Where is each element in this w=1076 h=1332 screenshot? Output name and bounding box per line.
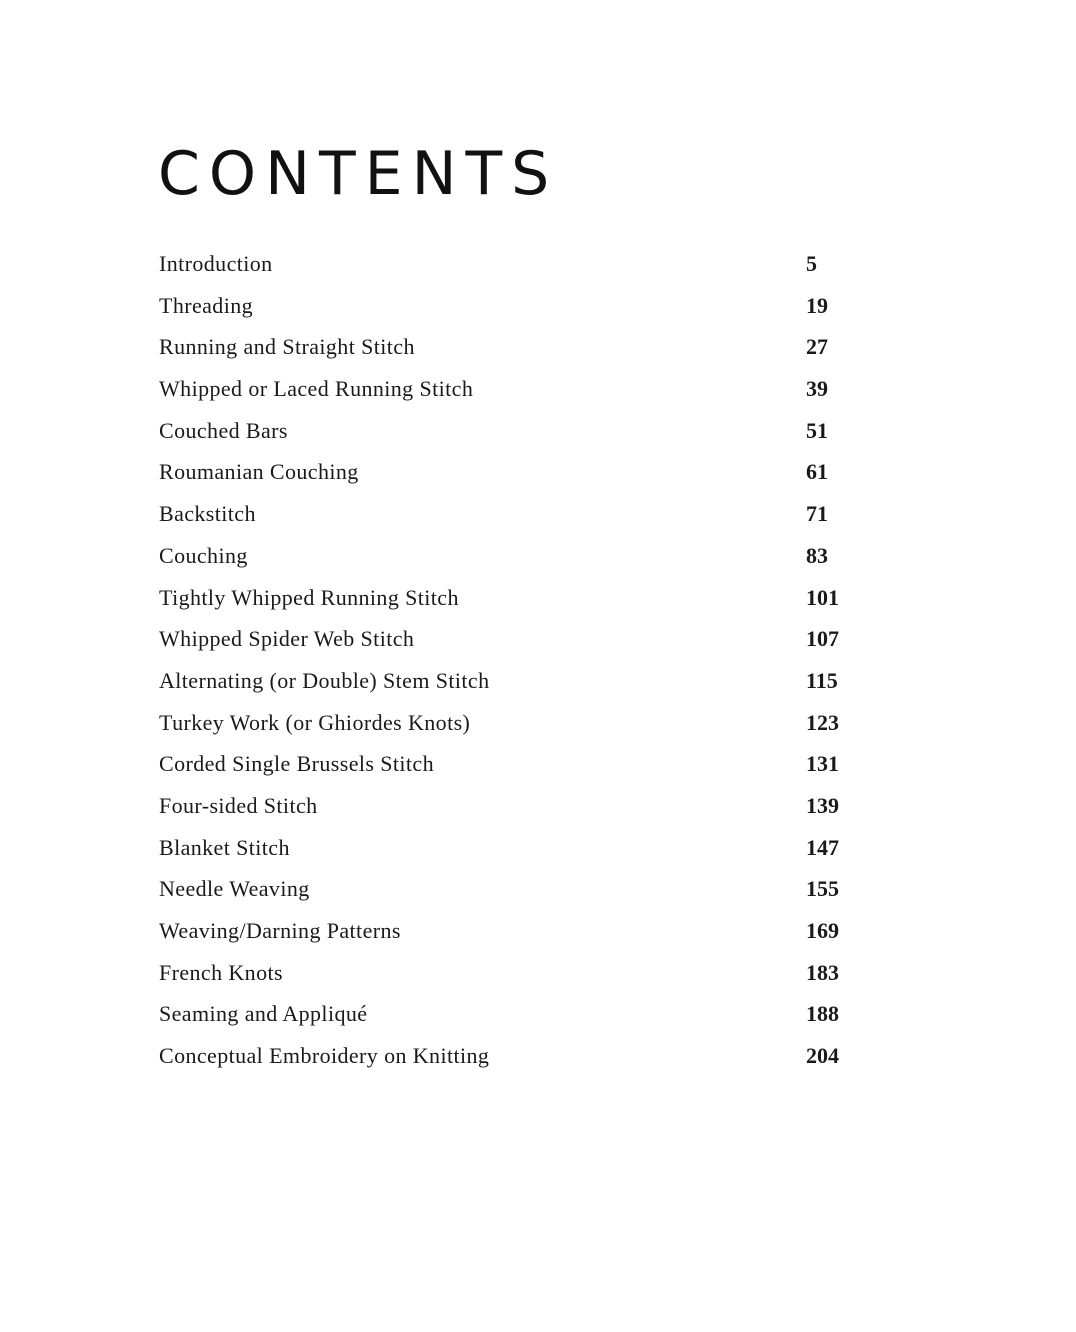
toc-entry-page-number: 188 xyxy=(806,1001,839,1027)
toc-entry xyxy=(159,910,879,952)
toc-entry-page-number: 147 xyxy=(806,834,839,860)
toc-entry-page-number: 39 xyxy=(806,376,828,402)
toc-entry xyxy=(159,535,879,577)
toc-entry-title: Turkey Work (or Ghiordes Knots) xyxy=(159,709,471,735)
toc-entry-page-number: 5 xyxy=(806,251,817,276)
toc-entry xyxy=(159,868,879,910)
toc-entry xyxy=(159,577,879,619)
toc-entry-page-number: 83 xyxy=(806,542,828,568)
toc-entry xyxy=(159,326,879,368)
toc-entry-title: Weaving/Darning Patterns xyxy=(159,918,401,943)
toc-entry xyxy=(159,451,879,493)
toc-entry-title: Tightly Whipped Running Stitch xyxy=(159,584,459,610)
toc-entry xyxy=(159,243,879,285)
toc-entry xyxy=(159,952,879,994)
toc-entry xyxy=(159,410,879,452)
toc-entry-page-number: 155 xyxy=(806,876,839,902)
toc-entry-title: Seaming and Appliqué xyxy=(159,1001,368,1027)
toc-entry-page-number: 183 xyxy=(806,959,839,985)
toc-entry xyxy=(159,827,879,869)
toc-entry-title: Roumanian Couching xyxy=(159,459,359,485)
toc-entry xyxy=(159,285,879,327)
toc-entry-title: Couched Bars xyxy=(159,417,288,443)
toc-entry-page-number: 71 xyxy=(806,501,828,527)
toc-entry-page-number: 131 xyxy=(806,751,839,777)
toc-entry xyxy=(159,368,879,410)
toc-entry-title: Conceptual Embroidery on Knitting xyxy=(159,1043,490,1069)
toc-entry-title: Corded Single Brussels Stitch xyxy=(159,751,434,777)
toc-entry-page-number: 61 xyxy=(806,459,828,485)
toc-entry-page-number: 123 xyxy=(806,709,839,735)
toc-entry xyxy=(159,785,879,827)
toc-entry-page-number: 169 xyxy=(806,918,839,943)
toc-entry-title: French Knots xyxy=(159,959,283,985)
toc-entry-title: Whipped Spider Web Stitch xyxy=(159,626,415,652)
toc-entry-title: Introduction xyxy=(159,251,273,276)
toc-entry xyxy=(159,618,879,660)
toc-entry-page-number: 101 xyxy=(806,584,839,610)
toc-entry-page-number: 19 xyxy=(806,292,828,318)
toc-entry-page-number: 115 xyxy=(806,667,838,693)
toc-entry-title: Blanket Stitch xyxy=(159,834,290,860)
toc-entry-title: Backstitch xyxy=(159,501,256,527)
toc-entry-title: Threading xyxy=(159,292,254,318)
toc-entry-page-number: 139 xyxy=(806,792,839,818)
toc-entry xyxy=(159,660,879,702)
toc-entry xyxy=(159,493,879,535)
toc-entry-page-number: 51 xyxy=(806,417,828,443)
toc-entry xyxy=(159,1035,879,1077)
toc-entry-title: Needle Weaving xyxy=(159,876,310,902)
table-of-contents xyxy=(159,243,879,1077)
toc-entry-title: Alternating (or Double) Stem Stitch xyxy=(159,667,490,693)
toc-entry-title: Four-sided Stitch xyxy=(159,792,318,818)
toc-entry-title: Whipped or Laced Running Stitch xyxy=(159,376,474,402)
toc-entry xyxy=(159,743,879,785)
toc-entry xyxy=(159,993,879,1035)
toc-entry xyxy=(159,702,879,744)
toc-entry-title: Couching xyxy=(159,542,248,568)
toc-entry-title: Running and Straight Stitch xyxy=(159,334,415,360)
toc-entry-page-number: 107 xyxy=(806,626,839,652)
page-title: CONTENTS xyxy=(158,139,559,209)
toc-entry-page-number: 204 xyxy=(806,1043,839,1069)
toc-entry-page-number: 27 xyxy=(806,334,828,360)
